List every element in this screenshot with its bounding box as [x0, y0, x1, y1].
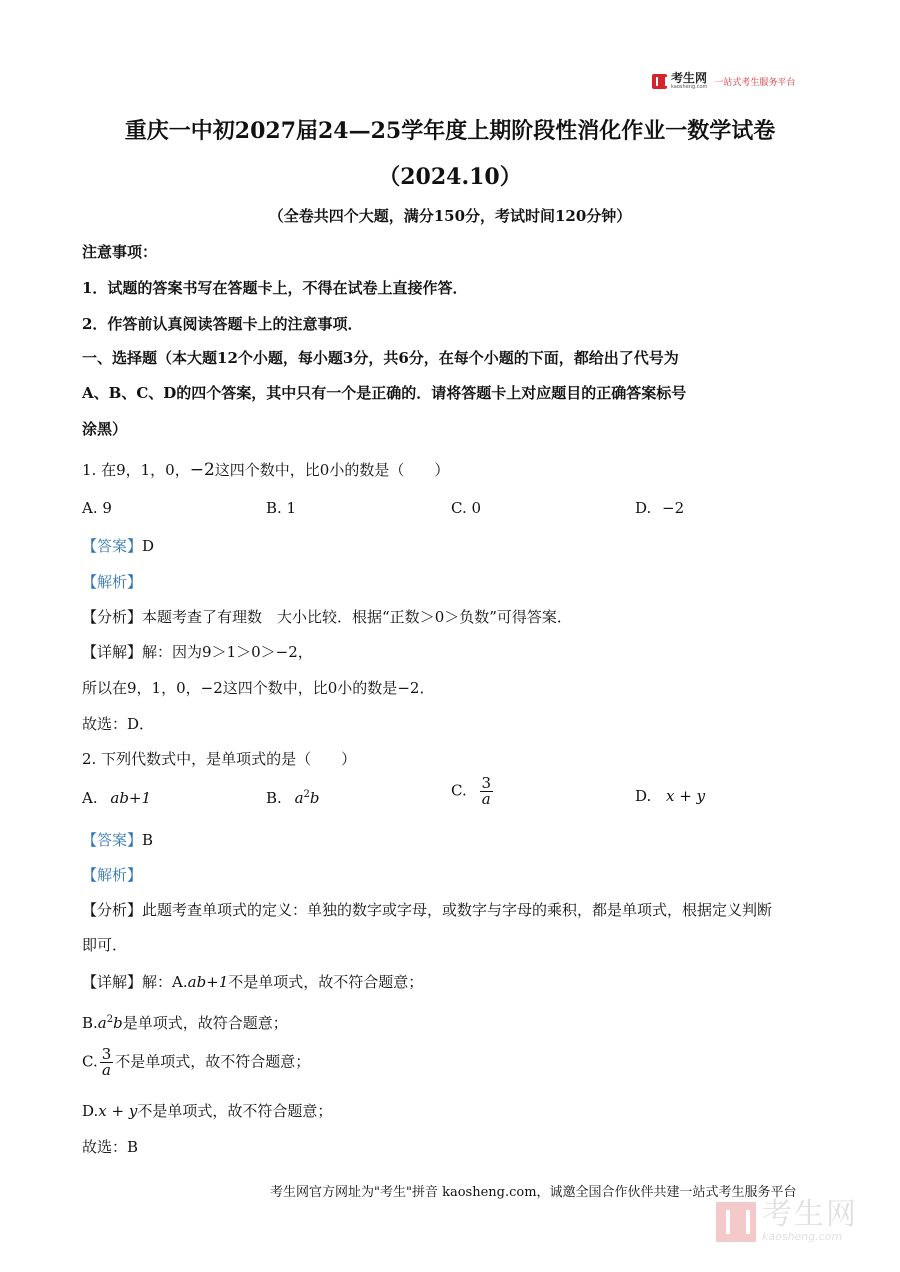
q1-so-b: 这四个数中，比0小的数是 — [222, 679, 398, 697]
exam-title: 重庆一中初2027届24—25学年度上期阶段性消化作业一数学试卷 — [124, 118, 776, 144]
q2-fenxi-line2: 即可． — [82, 936, 128, 954]
q1-so-m1: −2 — [200, 679, 223, 697]
section1-instructions-1: 一、选择题（本大题12个小题，每小题3分，共6分，在每个小题的下面，都给出了代号为 — [82, 349, 679, 367]
q2-detail-c-den: a — [102, 1061, 111, 1079]
q1-answer — [82, 535, 154, 556]
q1-option-a: A. 9 — [82, 499, 112, 517]
q1-so-c: ． — [419, 679, 435, 697]
q2-detail-c-fraction — [100, 1047, 114, 1078]
q2-conclusion: 故选：B — [82, 1138, 139, 1156]
q2-detail-c — [82, 1047, 310, 1078]
q2-detail-d-math: x + y — [98, 1102, 138, 1120]
q1-detail — [82, 641, 313, 662]
q2-detail-a — [82, 971, 423, 992]
q2-detail-a-pre: 解：A. — [142, 973, 188, 991]
q2-option-a-math: ab+1 — [110, 789, 152, 807]
q2-option-c-den: a — [481, 790, 491, 808]
q2-option-a — [82, 789, 151, 807]
q1-option-b: B. 1 — [266, 499, 297, 517]
watermark-name: 考生网 — [762, 1197, 858, 1232]
q2-detail-d-post: 不是单项式，故不符合题意； — [137, 1102, 333, 1120]
section1-instructions-2: A、B、C、D的四个答案，其中只有一个是正确的．请将答题卡上对应题目的正确答案标号 — [82, 384, 687, 402]
q1-fenxi-b: 负数”可得答案． — [459, 608, 572, 626]
q2-detail-a-post: 不是单项式，故不符合题意； — [228, 973, 424, 991]
header-logo[interactable] — [652, 72, 795, 90]
q2-detail-tag: 【详解】 — [82, 973, 143, 991]
exam-subtitle: （全卷共四个大题，满分150分，考试时间120分钟） — [268, 207, 632, 225]
q2-option-a-label: A. — [82, 789, 98, 807]
notice-heading: 注意事项： — [82, 243, 158, 261]
q2-detail-a-math: ab+1 — [187, 973, 229, 991]
q1-detail-tag: 【详解】 — [82, 643, 143, 661]
q2-detail-b-tail: b — [113, 1014, 123, 1032]
q2-fenxi-tag: 【分析】 — [82, 901, 143, 919]
q2-answer — [82, 829, 153, 850]
q1-detail-b: ， — [297, 643, 313, 661]
q2-detail-b-post: 是单项式，故符合题意； — [122, 1014, 288, 1032]
exam-date: （2024.10） — [378, 164, 522, 190]
q2-option-b — [266, 789, 320, 807]
q2-detail-c-post: 不是单项式，故不符合题意； — [115, 1052, 311, 1071]
q1-fenxi-a: 本题考查了有理数 大小比较．根据“正数 — [142, 608, 420, 626]
q1-conclusion: 故选：D． — [82, 715, 155, 733]
q1-option-d — [635, 499, 684, 517]
q2-answer-value: B — [142, 831, 154, 849]
watermark-logo-icon — [716, 1202, 756, 1242]
q1-detail-a: 解：因为 — [142, 643, 203, 661]
q2-option-c-fraction — [480, 776, 494, 807]
q2-detail-b-base: a — [97, 1014, 107, 1032]
logo-tagline: 一站式考生服务平台 — [714, 77, 796, 88]
q1-so-line — [82, 677, 434, 698]
q2-option-c-label: C. — [451, 781, 467, 800]
q2-option-c-num: 3 — [481, 774, 492, 792]
q2-answer-tag: 【答案】 — [82, 831, 143, 849]
q1-stem-math: −2 — [189, 460, 215, 480]
q2-stem: 2. 下列代数式中，是单项式的是（ ） — [82, 750, 357, 768]
q1-so-m2: −2 — [397, 679, 420, 697]
q1-fenxi — [82, 606, 572, 627]
q2-detail-d-pre: D. — [82, 1102, 99, 1120]
notice-item-2: 2．作答前认真阅读答题卡上的注意事项． — [82, 315, 363, 333]
watermark-text — [762, 1197, 858, 1243]
q1-answer-value: D — [142, 537, 155, 555]
q1-so-a: 所以在9，1，0， — [82, 679, 201, 697]
q1-fenxi-math: ＞0＞ — [419, 608, 460, 626]
q1-analysis-tag: 【解析】 — [82, 573, 143, 591]
q2-detail-d — [82, 1100, 332, 1121]
q2-option-d-math: x + y — [666, 787, 706, 805]
q1-detail-math: 9＞1＞0＞−2 — [202, 643, 298, 661]
q2-option-d — [635, 787, 705, 805]
q1-stem-b: 这四个数中，比0小的数是（ ） — [214, 461, 450, 479]
kaosheng-logo-icon — [652, 74, 667, 89]
q1-answer-tag: 【答案】 — [82, 537, 143, 555]
q2-detail-b-exp: 2 — [106, 1014, 114, 1025]
watermark — [716, 1197, 858, 1243]
q1-option-c: C. 0 — [451, 499, 482, 517]
logo-name: 考生网 — [671, 71, 708, 85]
q1-stem — [82, 459, 449, 480]
footer-text: 考生网官方网址为"考生"拼音 kaosheng.com，诚邀全国合作伙伴共建一站式考生服务平台 — [270, 1185, 797, 1200]
q1-option-d-label: D. — [635, 499, 652, 517]
q2-fenxi — [82, 899, 772, 920]
q1-stem-a: 1. 在9，1，0， — [82, 461, 190, 479]
logo-domain: kaosheng.com — [671, 84, 708, 90]
q2-detail-b — [82, 1012, 288, 1033]
q1-option-d-math: −2 — [662, 499, 685, 517]
q2-option-b-label: B. — [266, 789, 282, 807]
watermark-domain: kaosheng.com — [762, 1230, 843, 1243]
q1-fenxi-tag: 【分析】 — [82, 608, 143, 626]
q2-option-c — [451, 776, 495, 807]
q2-option-b-tail: b — [309, 789, 320, 807]
q2-detail-c-pre: C. — [82, 1052, 98, 1071]
q2-option-d-label: D. — [635, 787, 652, 805]
section1-instructions-3: 涂黑） — [82, 420, 128, 438]
q2-option-b-base: a — [294, 789, 304, 807]
logo-text — [671, 72, 707, 90]
q2-fenxi-line1: 此题考查单项式的定义：单独的数字或字母，或数字与字母的乘积，都是单项式，根据定义判断 — [142, 901, 773, 919]
q2-option-b-exp: 2 — [303, 789, 310, 800]
notice-item-1: 1．试题的答案书写在答题卡上，不得在试卷上直接作答． — [82, 279, 468, 297]
q2-detail-b-pre: B. — [82, 1014, 98, 1032]
q2-detail-c-num: 3 — [101, 1045, 112, 1063]
q2-analysis-tag: 【解析】 — [82, 866, 143, 884]
